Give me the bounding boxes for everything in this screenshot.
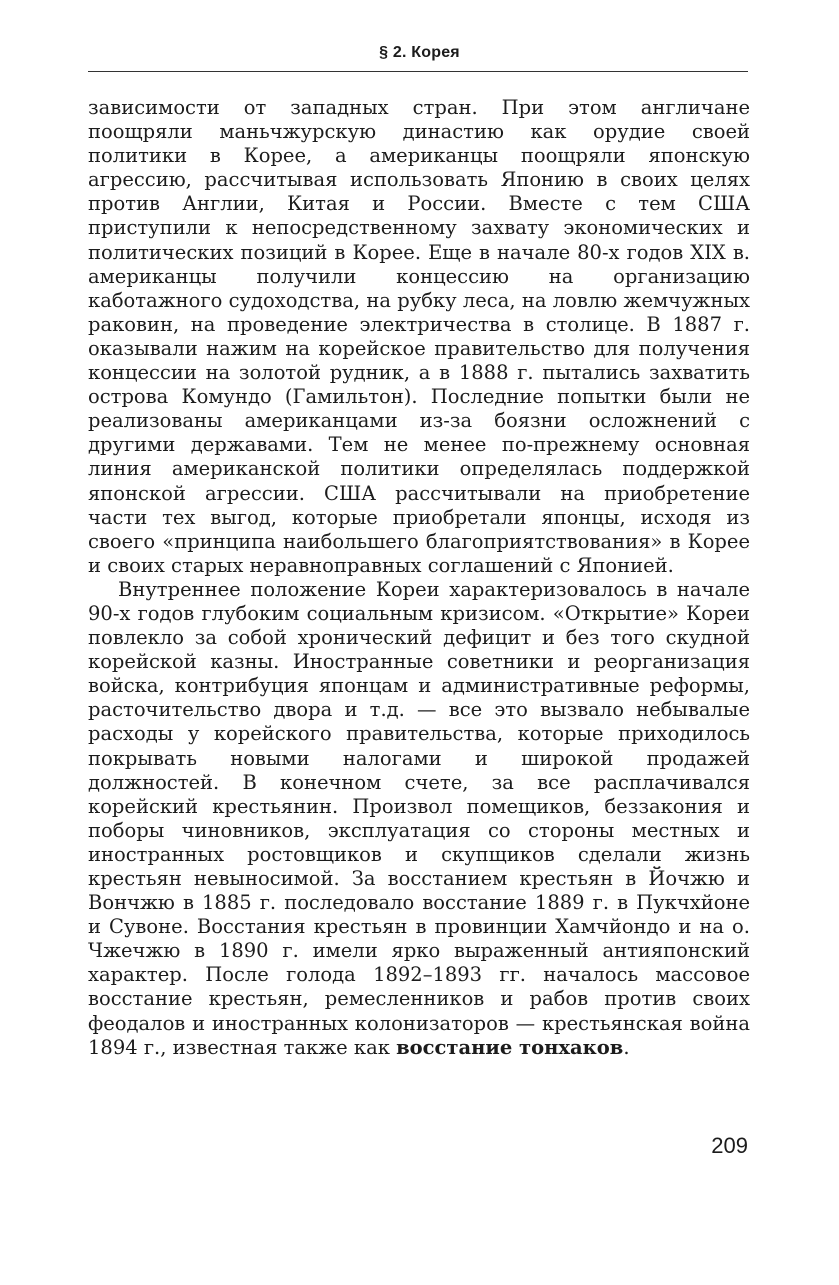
page-body bbox=[88, 96, 750, 1060]
running-title: § 2. Корея bbox=[379, 44, 460, 61]
paragraph-end: . bbox=[623, 1035, 630, 1059]
bold-term: восстание тонхаков bbox=[396, 1035, 624, 1059]
paragraph bbox=[88, 578, 750, 1060]
paragraph: зависимости от западных стран. При этом англичане поощряли маньчжурскую династию как орудие своей политики в Корее, а американцы поощряли японскую агрессию, рассчитывая использовать Японию в своих целях против Англии, Китая и России. Вместе с тем США приступили к непосредственному захвату экономических и политических позиций в Корее. Еще в начале 80-х годов XIX в. американцы получили концессию на организацию каботажного судоходства, на рубку леса, на ловлю жемчужных раковин, на проведение электричества в столице. В 1887 г. оказывали нажим на корейское правительство для получения концессии на золотой рудник, а в 1888 г. пытались захватить острова Комундо (Гамильтон). Последние попытки были не реализованы американцами из-за боязни осложнений с другими державами. Тем не менее по-прежнему основная линия американской политики определялась поддержкой японской агрессии. США рассчитывали на приобретение части тех выгод, которые приобретали японцы, исходя из своего «принципа наибольшего благоприятствования» в Корее и своих старых неравноправных соглашений с Японией. bbox=[88, 96, 750, 577]
paragraph-text: Внутреннее положение Кореи характеризовалось в начале 90-х годов глубоким социальным кризисом. «Открытие» Кореи повлекло за собой хронический дефицит и без того скудной корейской казны. Иностранные советники и реорганизация войска, контрибуция японцам и административные реформы, расточительство двора и т.д. — все это вызвало небывалые расходы у корейского правительства, которые приходилось покрывать новыми налогами и широкой продажей должностей. В конечном счете, за все расплачивался корейский крестьянин. Произвол помещиков, беззакония и поборы чиновников, эксплуатация со стороны местных и иностранных ростовщиков и скупщиков сделали жизнь крестьян невыносимой. За восстанием крестьян в Йочжю и Вончжю в 1885 г. последовало восстание 1889 г. в Пукчхйоне и Сувоне. Восстания крестьян в провинции Хамчйондо и на о. Чжечжю в 1890 г. имели ярко выраженный антияпонский характер. После голода 1892–1893 гг. началось массовое восстание крестьян, ремесленников и рабов против своих феодалов и иностранных колонизаторов — крестьянская война 1894 г., известная также как bbox=[88, 577, 750, 1059]
header-divider bbox=[88, 71, 748, 72]
page-number: 209 bbox=[711, 1133, 748, 1158]
